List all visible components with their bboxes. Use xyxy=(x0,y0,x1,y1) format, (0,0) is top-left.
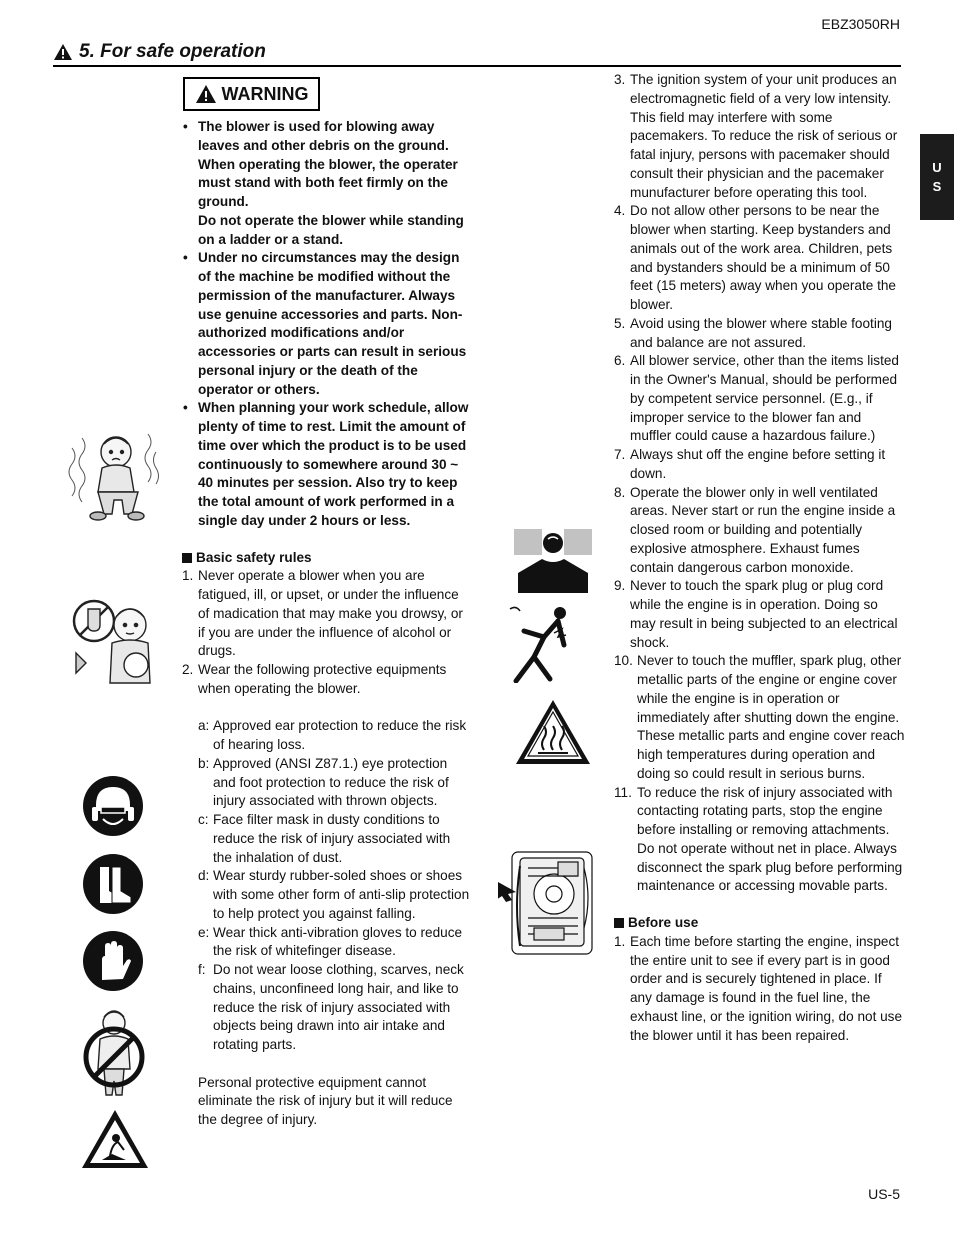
list-item: 2. Wear the following protective equipments when operating the blower. xyxy=(182,662,447,696)
section-title-text: 5. For safe operation xyxy=(79,41,266,62)
read-manual-warning-icon xyxy=(80,1108,150,1170)
warning-triangle-icon xyxy=(53,43,73,61)
list-item: 3. The ignition system of your unit produces an electromagnetic field of a very low intensity. This field may interfere with some pacemakers. To reduce the risk of serious or fatal injury, persons with pacemaker should consult their physician and the pacemaker munufacturer before operating this tool. xyxy=(614,72,898,200)
tired-operator-icon xyxy=(68,428,160,524)
list-item: c: Face filter mask in dusty conditions to reduce the risk of injury associated with the inhalation of dust. xyxy=(198,812,451,865)
engine-rotating-parts-icon xyxy=(498,848,604,958)
language-tab: U S xyxy=(920,134,954,220)
list-item: 7. Always shut off the engine before setting it down. xyxy=(614,447,886,481)
toxic-fumes-icon xyxy=(514,527,592,593)
warning-triangle-icon xyxy=(195,84,217,104)
before-use-list xyxy=(614,933,906,1046)
before-use-heading: Before use xyxy=(614,914,906,933)
basic-rules-list xyxy=(182,567,470,698)
list-item: 1. Each time before starting the engine, inspect the entire unit to see if every part is in good order and is securely tightened in place. If any damage is found in the fuel line, the exhaust line, or the ignition wiring, do not use the blower until it has been repaired. xyxy=(614,933,903,1043)
list-item: e: Wear thick anti-vibration gloves to reduce the risk of whitefinger disease. xyxy=(198,924,463,959)
list-item: b: Approved (ANSI Z87.1.) eye protection and foot protection to reduce the risk of injury associated with thrown objects. xyxy=(198,755,449,809)
list-item: d: Wear sturdy rubber-soled shoes or shoes with some other form of anti-slip protection to help protect you against falling. xyxy=(198,868,470,921)
list-item: • The blower is used for blowing away leaves and other debris on the ground. When operating the blower, the operater must stand with both feet firmly on the ground. Do not operate the blower while standing on a ladder or a stand. xyxy=(182,118,470,249)
list-item: 4. Do not allow other persons to be near the blower when starting. Keep bystanders and animals out of the work area. Children, pets and bystanders should be a minimum of 50 feet (15 meters) away when you operate the blower. xyxy=(614,203,896,312)
safety-boots-icon xyxy=(82,853,144,915)
warning-box xyxy=(183,77,320,111)
list-item: 5. Avoid using the blower where stable footing and balance are not assured. xyxy=(614,315,892,350)
electric-shock-icon xyxy=(508,605,574,683)
helmet-ear-protection-icon xyxy=(82,775,144,837)
hot-surface-warning-icon xyxy=(514,698,592,766)
list-item: 9. Never to touch the spark plug or plug cord while the engine is in operation. Doing so may result in being subjected to an electrical shock. xyxy=(614,578,898,650)
square-bullet-icon xyxy=(614,918,624,928)
right-column xyxy=(614,71,906,1045)
square-bullet-icon xyxy=(182,553,192,563)
gloves-icon xyxy=(82,930,144,992)
safety-rules-list xyxy=(614,71,906,896)
list-item: f: Do not wear loose clothing, scarves, neck chains, unconfineed long hair, and like to reduce the risk of injury associated with objects being drawn into air intake and rotating parts. xyxy=(198,962,464,1052)
basic-safety-heading: Basic safety rules xyxy=(182,549,470,568)
warning-label: WARNING xyxy=(221,83,309,104)
warning-bullets xyxy=(182,118,470,531)
list-item: 1. Never operate a blower when you are fatigued, ill, or upset, or under the influence of madication that may make you drowsy, or if you are under the influence of alcohol or drugs. xyxy=(182,568,463,659)
equipment-list xyxy=(182,717,470,1055)
list-item: 6. All blower service, other than the items listed in the Owner's Manual, should be performed by competent service personnel. (E.g., if improper service to the blower fan and muffler could cause a hazardous failure.) xyxy=(614,353,899,444)
model-number: EBZ3050RH xyxy=(821,16,900,32)
list-item: 11. To reduce the risk of injury associated with contacting rotating parts, stop the engine before installing or removing attachments. Do not operate without net in place. Always disconnect the spark plug before performing maintenance or accessing movable parts. xyxy=(614,784,903,894)
list-item: 10. Never to touch the muffler, spark plug, other metallic parts of the engine or engine cover while the engine is in operation or immediately after shutting down the engine. These metallic parts and engine cover reach high temperatures during operation and doing so could result in serious burns. xyxy=(614,653,905,781)
page-number: US-5 xyxy=(868,1186,900,1202)
left-column xyxy=(182,118,470,1130)
list-item: • When planning your work schedule, allow plenty of time to rest. Limit the amount of time over which the product is to be used continuously to somewhere around 30 ~ 40 minutes per session. Also try to keep the total amount of work performed in a single day under 2 hours or less. xyxy=(182,399,470,530)
no-alcohol-drugs-icon xyxy=(70,595,162,691)
no-loose-clothing-icon xyxy=(80,1005,148,1101)
list-item: • Under no circumstances may the design of the machine be modified without the permission of the manufacturer. Always use genuine accessories and parts. Non-authorized modifications and/or accessories or parts can result in serious personal injury or the death of the operator or others. xyxy=(182,249,470,399)
section-title xyxy=(53,41,901,67)
ppe-note: Personal protective equipment cannot eliminate the risk of injury but it will reduce the degree of injury. xyxy=(198,1074,453,1127)
list-item: 8. Operate the blower only in well ventilated areas. Never start or run the engine inside a closed room or building and potentially explosive atmosphere. Exhaust fumes contain dangerous carbon monoxide. xyxy=(614,484,896,575)
list-item: a: Approved ear protection to reduce the risk of hearing loss. xyxy=(198,718,467,752)
